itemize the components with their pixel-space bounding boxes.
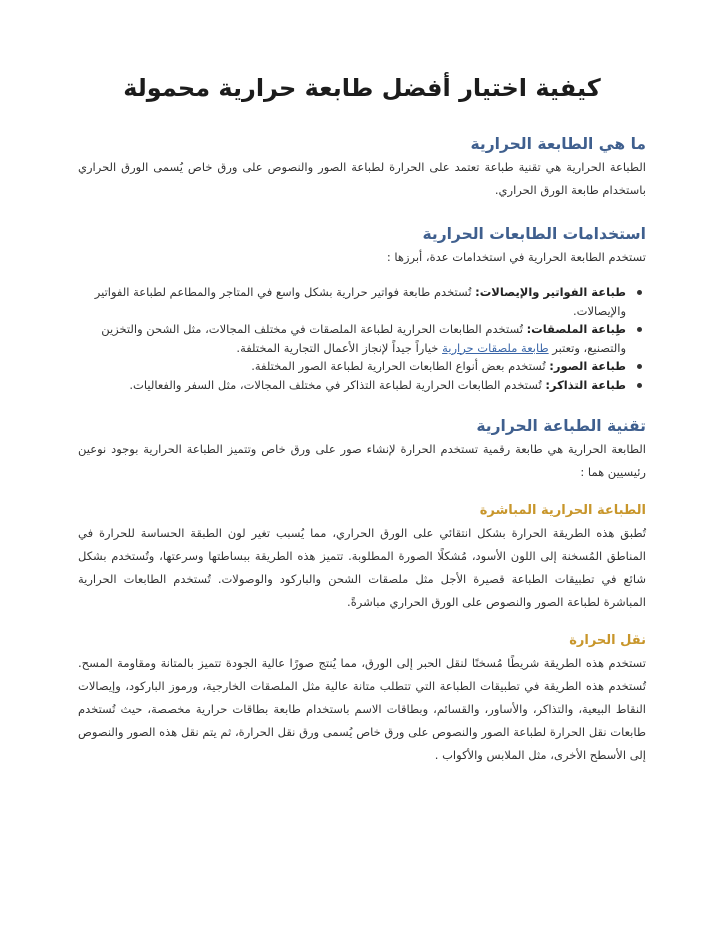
list-item — [78, 320, 626, 357]
list-item-text: تُستخدم الطابعات الحرارية لطباعة الملصقات في مختلف المجالات، مثل الشحن والتخزين والتصنيع، وتعتبر — [101, 322, 626, 355]
section-thermal-transfer — [78, 630, 646, 767]
paragraph-what-is: الطباعة الحرارية هي تقنية طباعة تعتمد على الحرارة لطباعة الصور والنصوص على ورق خاص يُسمى الورق الحراري باستخدام طابعة الورق الحراري. — [78, 160, 646, 197]
list-item-term: طِباعة الملصقات: — [526, 322, 626, 336]
paragraph-direct-thermal: تُطبق هذه الطريقة الحرارة بشكل انتقائي على الورق الحراري، مما يُسبب تغير لون الطبقة الحساسة للحرارة في المناطق المُسخنة إلى اللون الأسود، مُشكلًا الصورة المطلوبة. تتميز هذه الطريقة ببساطتها وسرعتها، وتُستخدم بشكل شائع في تطبيقات الطباعة قصيرة الأجل مثل ملصقات الشحن والباركود والوصولات. تُستخدم الطابعات الحرارية المباشرة لطباعة الصور والنصوص على الورق الحراري مباشرةً. — [78, 526, 646, 609]
paragraph-uses-intro: تستخدم الطابعة الحرارية في استخدامات عدة، أبرزها : — [386, 250, 646, 264]
list-item-text: تُستخدم الطابعات الحرارية لطباعة التذاكر في مختلف المجالات، مثل السفر والفعاليات. — [129, 377, 546, 392]
list-item-term: طباعة الفواتير والإيصالات: — [475, 285, 626, 299]
section-what-is — [78, 132, 646, 202]
list-item-term: طباعة الصور: — [549, 359, 626, 373]
list-item-text-after: خياراً جيداً لإنجاز الأعمال التجارية المختلفة. — [236, 340, 443, 355]
section-heading-technology: تقنية الطباعة الحرارية — [476, 417, 646, 435]
thermal-label-printer-link[interactable]: طابعة ملصقات حرارية — [442, 340, 549, 355]
uses-list — [78, 283, 646, 394]
section-heading-what-is: ما هي الطابعة الحرارية — [470, 135, 646, 153]
list-item-text: تُستخدم بعض أنواع الطابعات الحرارية لطباعة الصور المختلفة. — [251, 359, 550, 373]
list-item-text: تُستخدم طابعة فواتير حرارية بشكل واسع في المتاجر والمطاعم لطباعة الفواتير والإيصالات. — [94, 285, 626, 318]
list-item — [78, 283, 626, 320]
section-technology — [78, 414, 646, 484]
list-item-term: طباعة التذاكر: — [545, 377, 626, 392]
section-heading-direct-thermal: الطباعة الحرارية المباشرة — [479, 503, 646, 518]
paragraph-technology: الطابعة الحرارية هي طابعة رقمية تستخدم الحرارة لإنشاء صور على ورق خاص وتتميز الطباعة الحرارية بوجود نوعين رئيسيين هما : — [78, 442, 646, 479]
paragraph-thermal-transfer: تستخدم هذه الطريقة شريطًا مُسخنًا لنقل الحبر إلى الورق، مما يُنتج صورًا عالية الجودة تتميز بالمتانة ومقاومة المسح. تُستخدم هذه الطريقة في تطبيقات الطباعة التي تتطلب متانة عالية مثل الملصقات الخارجية، ورموز الباركود، وإيصالات النقاط البيعية، والتذاكر، والأساور، والقسائم، وبطاقات الاسم باستخدام طابعة بطاقات حرارية مخصصة، حيث تُستخدم طابعات نقل الحرارة لطباعة الصور والنصوص على ورق خاص يُسمى ورق نقل الحرارة، ثم يتم نقل هذه الصور والنصوص إلى الأسطح الأخرى، مثل الملابس والأكواب . — [78, 656, 646, 762]
section-direct-thermal — [78, 500, 646, 614]
section-uses — [78, 222, 646, 394]
list-item — [78, 376, 626, 395]
page-title: كيفية اختيار أفضل طابعة حرارية محمولة — [123, 74, 601, 102]
section-heading-uses: استخدامات الطابعات الحرارية — [422, 225, 646, 243]
section-heading-thermal-transfer: نقل الحرارة — [569, 633, 646, 648]
list-item — [78, 357, 626, 376]
